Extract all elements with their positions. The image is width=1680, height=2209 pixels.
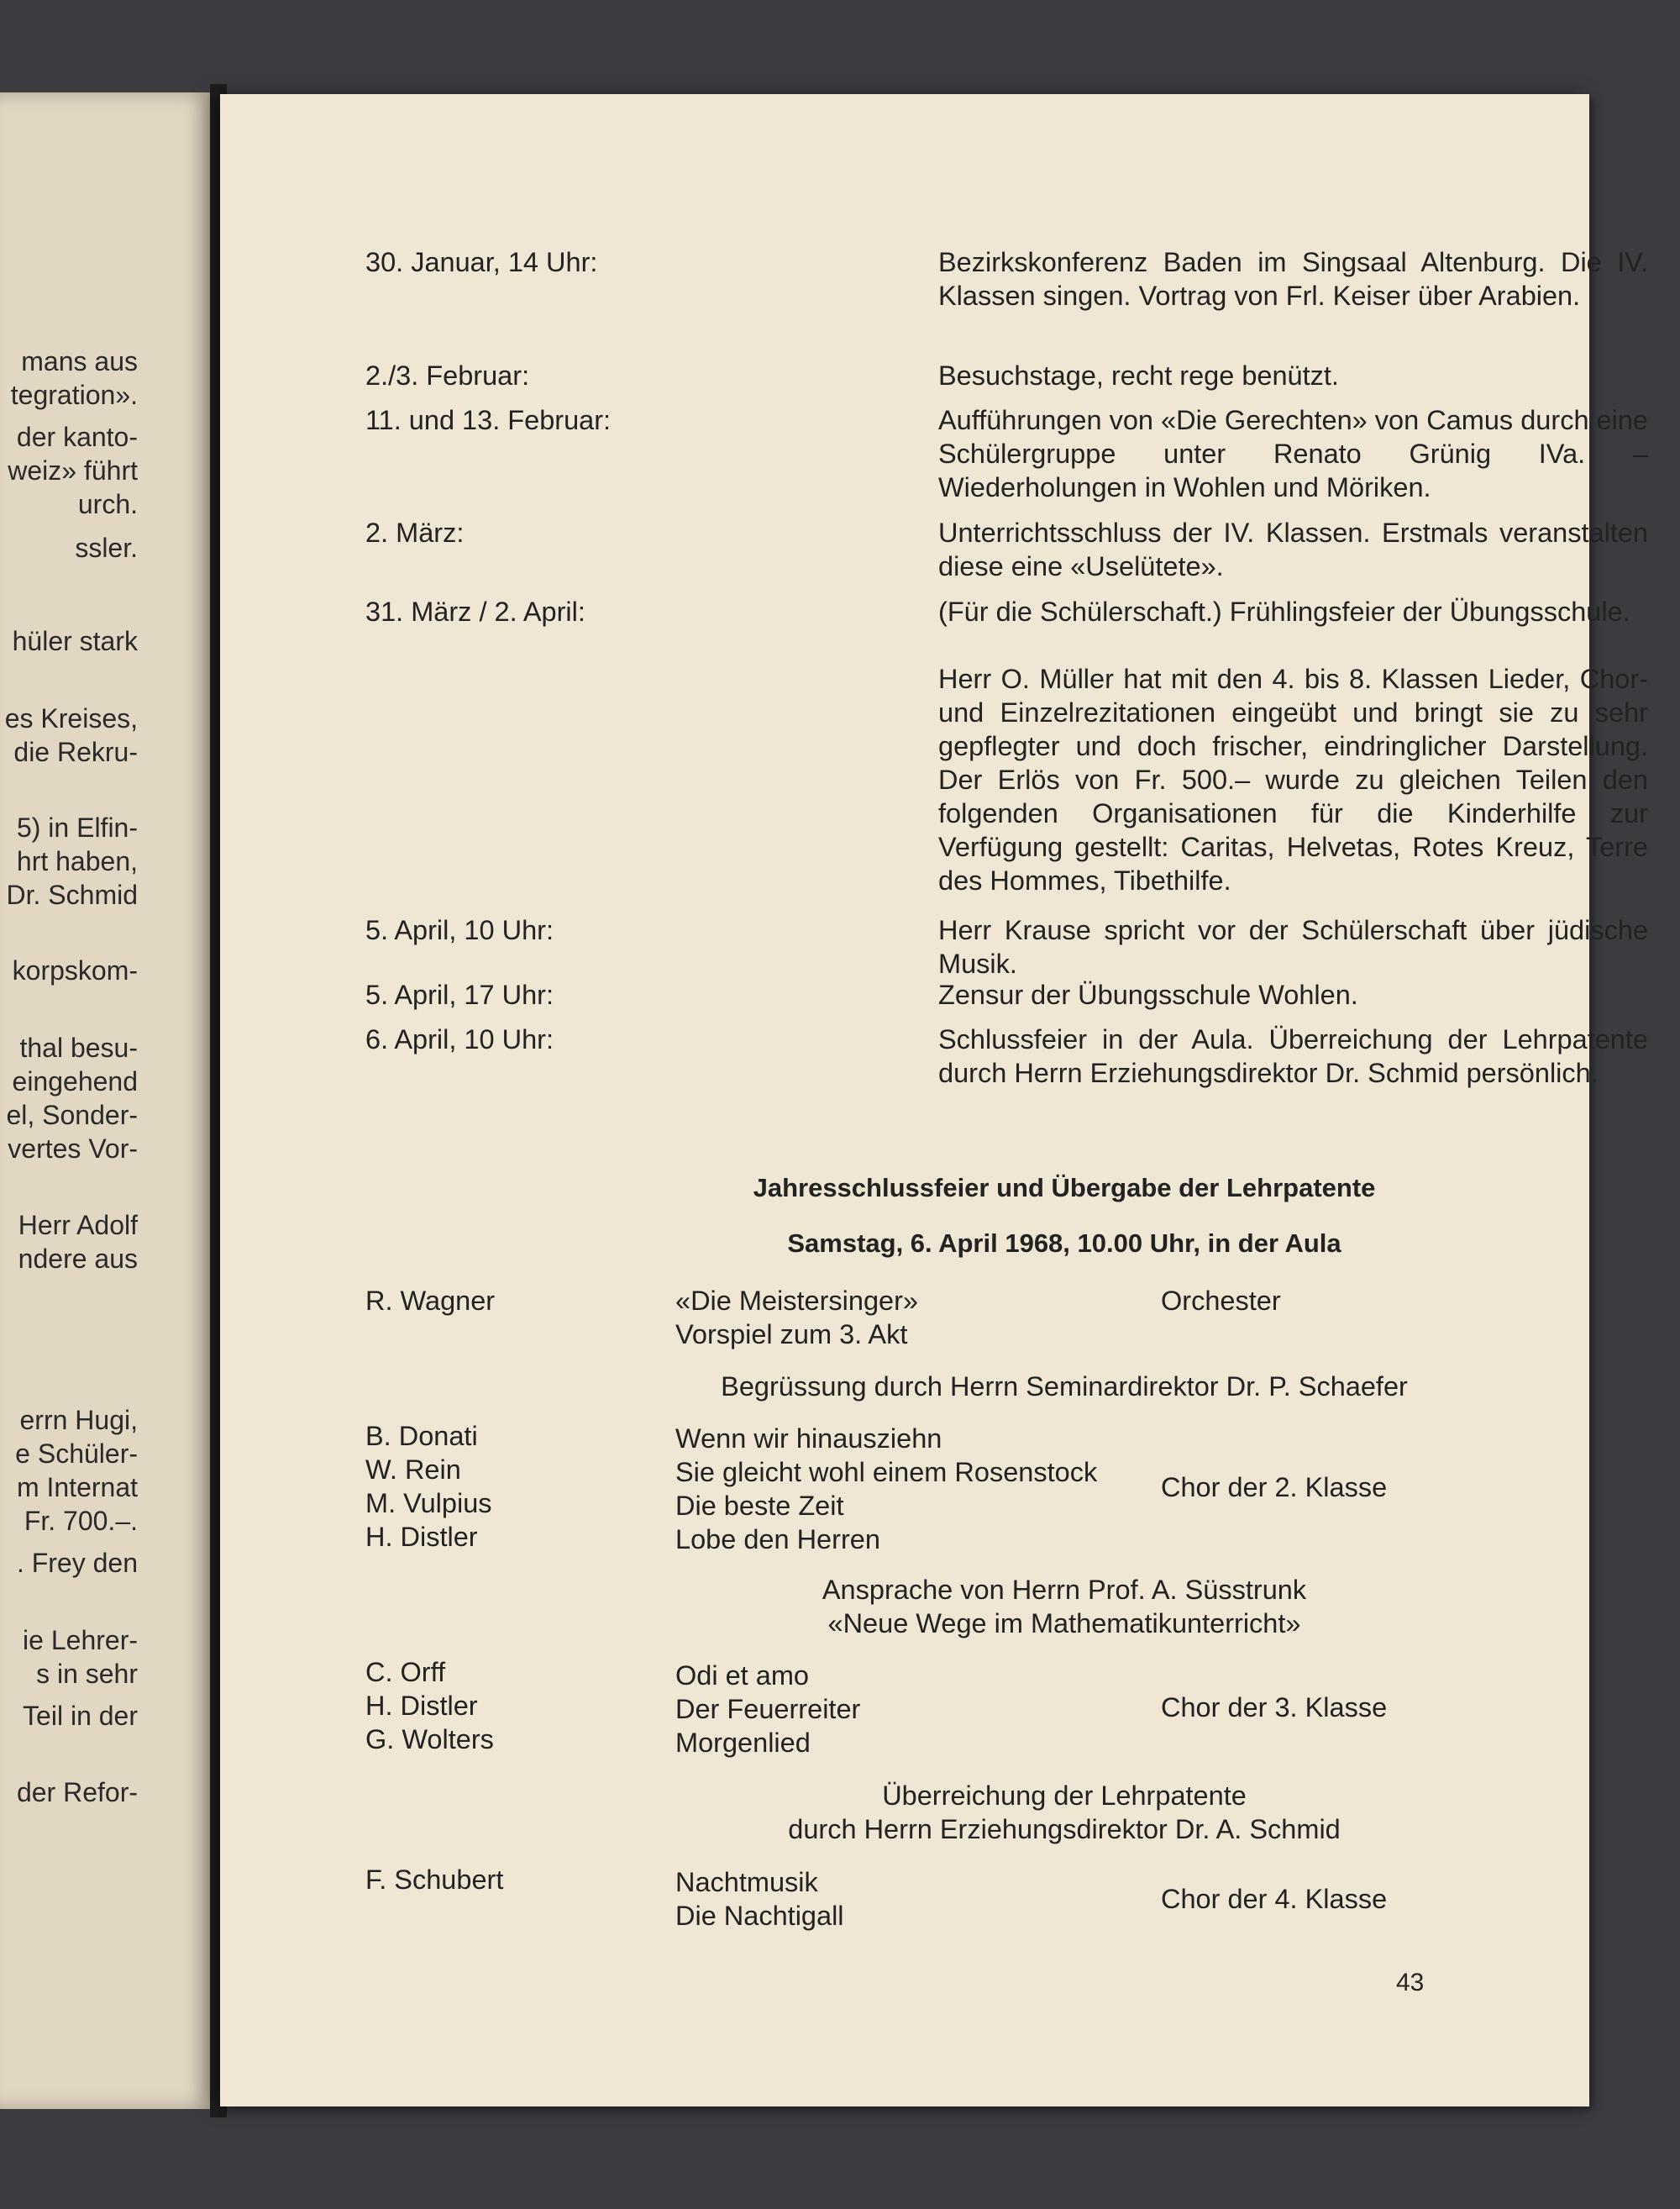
left-text-line: urch. [77,489,138,519]
entry-text: Bezirkskonferenz Baden im Singsaal Altenburg. Die IV. Klassen singen. Vortrag von Frl. Keiser über Arabien. [938,247,1648,311]
work-title: Lobe den Herren [675,1524,880,1554]
left-text-line: mans aus [21,346,138,376]
entry-date: 6. April, 10 Uhr: [365,1024,554,1055]
left-text-line: thal besu- [19,1033,138,1063]
entry-text-continued: Herr O. Müller hat mit den 4. bis 8. Klassen Lieder, Chor- und Einzelrezitationen eingeübt und bringt sie zu sehr gepflegter und doch frischer, eindringlicher Darstellung. Der Erlös von Fr. 500.– wurde zu gleichen Teilen den folgenden Organisationen für die Kinderhilfe zur Verfügung gestellt: Caritas, Helvetas, Rotes Kreuz, Terre des Hommes, Tibethilfe. [938,664,1648,896]
left-text-line: m Internat [16,1472,138,1502]
entry-date: 30. Januar, 14 Uhr: [365,247,598,277]
left-text-line: e Schüler- [15,1438,138,1469]
entry-text: Zensur der Übungsschule Wohlen. [938,980,1358,1010]
entry-text: Schlussfeier in der Aula. Überreichung der Lehrpatente durch Herrn Erziehungsdirektor Dr. Schmid persönlich. [938,1024,1648,1088]
work-title: Nachtmusik [675,1867,818,1897]
composer: H. Distler [365,1691,478,1721]
composer: G. Wolters [365,1724,494,1754]
left-text-line: errn Hugi, [19,1405,138,1435]
left-text-line: vertes Vor- [8,1133,138,1164]
left-text-line: Teil in der [23,1701,138,1731]
entry-date: 5. April, 17 Uhr: [365,980,554,1010]
entry-date: 31. März / 2. April: [365,597,585,627]
composer: B. Donati [365,1421,478,1451]
entry-date: 11. und 13. Februar: [365,405,612,435]
performer: Orchester [1161,1286,1281,1316]
left-text-line: el, Sonder- [6,1100,138,1130]
left-text-line: weiz» führt [8,455,138,486]
left-text-line: Dr. Schmid [6,880,138,910]
award-line: durch Herrn Erziehungsdirektor Dr. A. Schmid [788,1814,1341,1844]
program-subtitle: Samstag, 6. April 1968, 10.00 Uhr, in der Aula [787,1228,1341,1258]
left-text-line: ssler. [75,533,138,563]
left-text-line: hrt haben, [16,846,138,876]
page-number: 43 [1396,1969,1425,1996]
entry-text: Aufführungen von «Die Gerechten» von Camus durch eine Schülergruppe unter Renato Grünig IVa. – Wiederholungen in Wohlen und Möriken. [938,405,1648,502]
composer: M. Vulpius [365,1488,492,1518]
composer: H. Distler [365,1522,478,1552]
work-title: Die Nachtigall [675,1901,844,1931]
entry-text: Herr Krause spricht vor der Schülerschaft über jüdische Musik. [938,915,1648,979]
left-page [0,92,217,2109]
work-title: Odi et amo [675,1660,809,1691]
speech-line: Ansprache von Herrn Prof. A. Süsstrunk [822,1575,1307,1605]
composer: F. Schubert [365,1865,504,1895]
entry-text: Besuchstage, recht rege benützt. [938,360,1339,391]
speech-title: «Neue Wege im Mathematikunterricht» [827,1608,1301,1638]
award-line: Überreichung der Lehrpatente [882,1780,1247,1811]
work-title: «Die Meistersinger» [675,1286,919,1316]
program-title: Jahresschlussfeier und Übergabe der Lehrpatente [753,1173,1376,1202]
left-text-line: Fr. 700.–. [24,1506,138,1536]
entry-date: 2./3. Februar: [365,360,530,391]
work-title: Der Feuerreiter [675,1694,861,1724]
work-title: Wenn wir hinausziehn [675,1423,942,1454]
performer: Chor der 2. Klasse [1161,1472,1388,1502]
left-text-line: korpskom- [12,955,138,986]
left-text-line: ie Lehrer- [23,1625,138,1655]
left-text-line: die Rekru- [13,737,138,767]
entry-text: (Für die Schülerschaft.) Frühlingsfeier der Übungsschule. [938,597,1630,627]
left-text-line: ndere aus [18,1244,138,1274]
left-text-line: der Refor- [16,1777,138,1807]
work-title: Morgenlied [675,1728,811,1758]
work-title: Vorspiel zum 3. Akt [675,1319,908,1349]
composer: C. Orff [365,1657,446,1687]
entry-date: 2. März: [365,518,465,548]
entry-text: Unterrichtsschluss der IV. Klassen. Erstmals veranstalten diese eine «Uselütete». [938,518,1648,581]
left-text-line: s in sehr [36,1659,138,1689]
left-text-line: tegration». [10,380,138,410]
left-text-line: . Frey den [16,1548,138,1578]
left-text-line: eingehend [12,1066,138,1097]
performer: Chor der 3. Klasse [1161,1692,1388,1722]
left-text-line: es Kreises, [4,703,138,734]
left-text-line: Herr Adolf [18,1210,138,1240]
right-page [220,94,1648,2106]
left-text-line: hüler stark [12,626,138,656]
composer: W. Rein [365,1454,461,1485]
greeting: Begrüssung durch Herrn Seminardirektor Dr. P. Schaefer [721,1371,1408,1402]
left-text-line: der kanto- [16,422,138,452]
work-title: Sie gleicht wohl einem Rosenstock [675,1457,1098,1487]
entry-date: 5. April, 10 Uhr: [365,915,554,945]
work-title: Die beste Zeit [675,1491,844,1521]
left-text-line: 5) in Elfin- [16,813,138,843]
composer: R. Wagner [365,1286,496,1316]
performer: Chor der 4. Klasse [1161,1884,1388,1914]
